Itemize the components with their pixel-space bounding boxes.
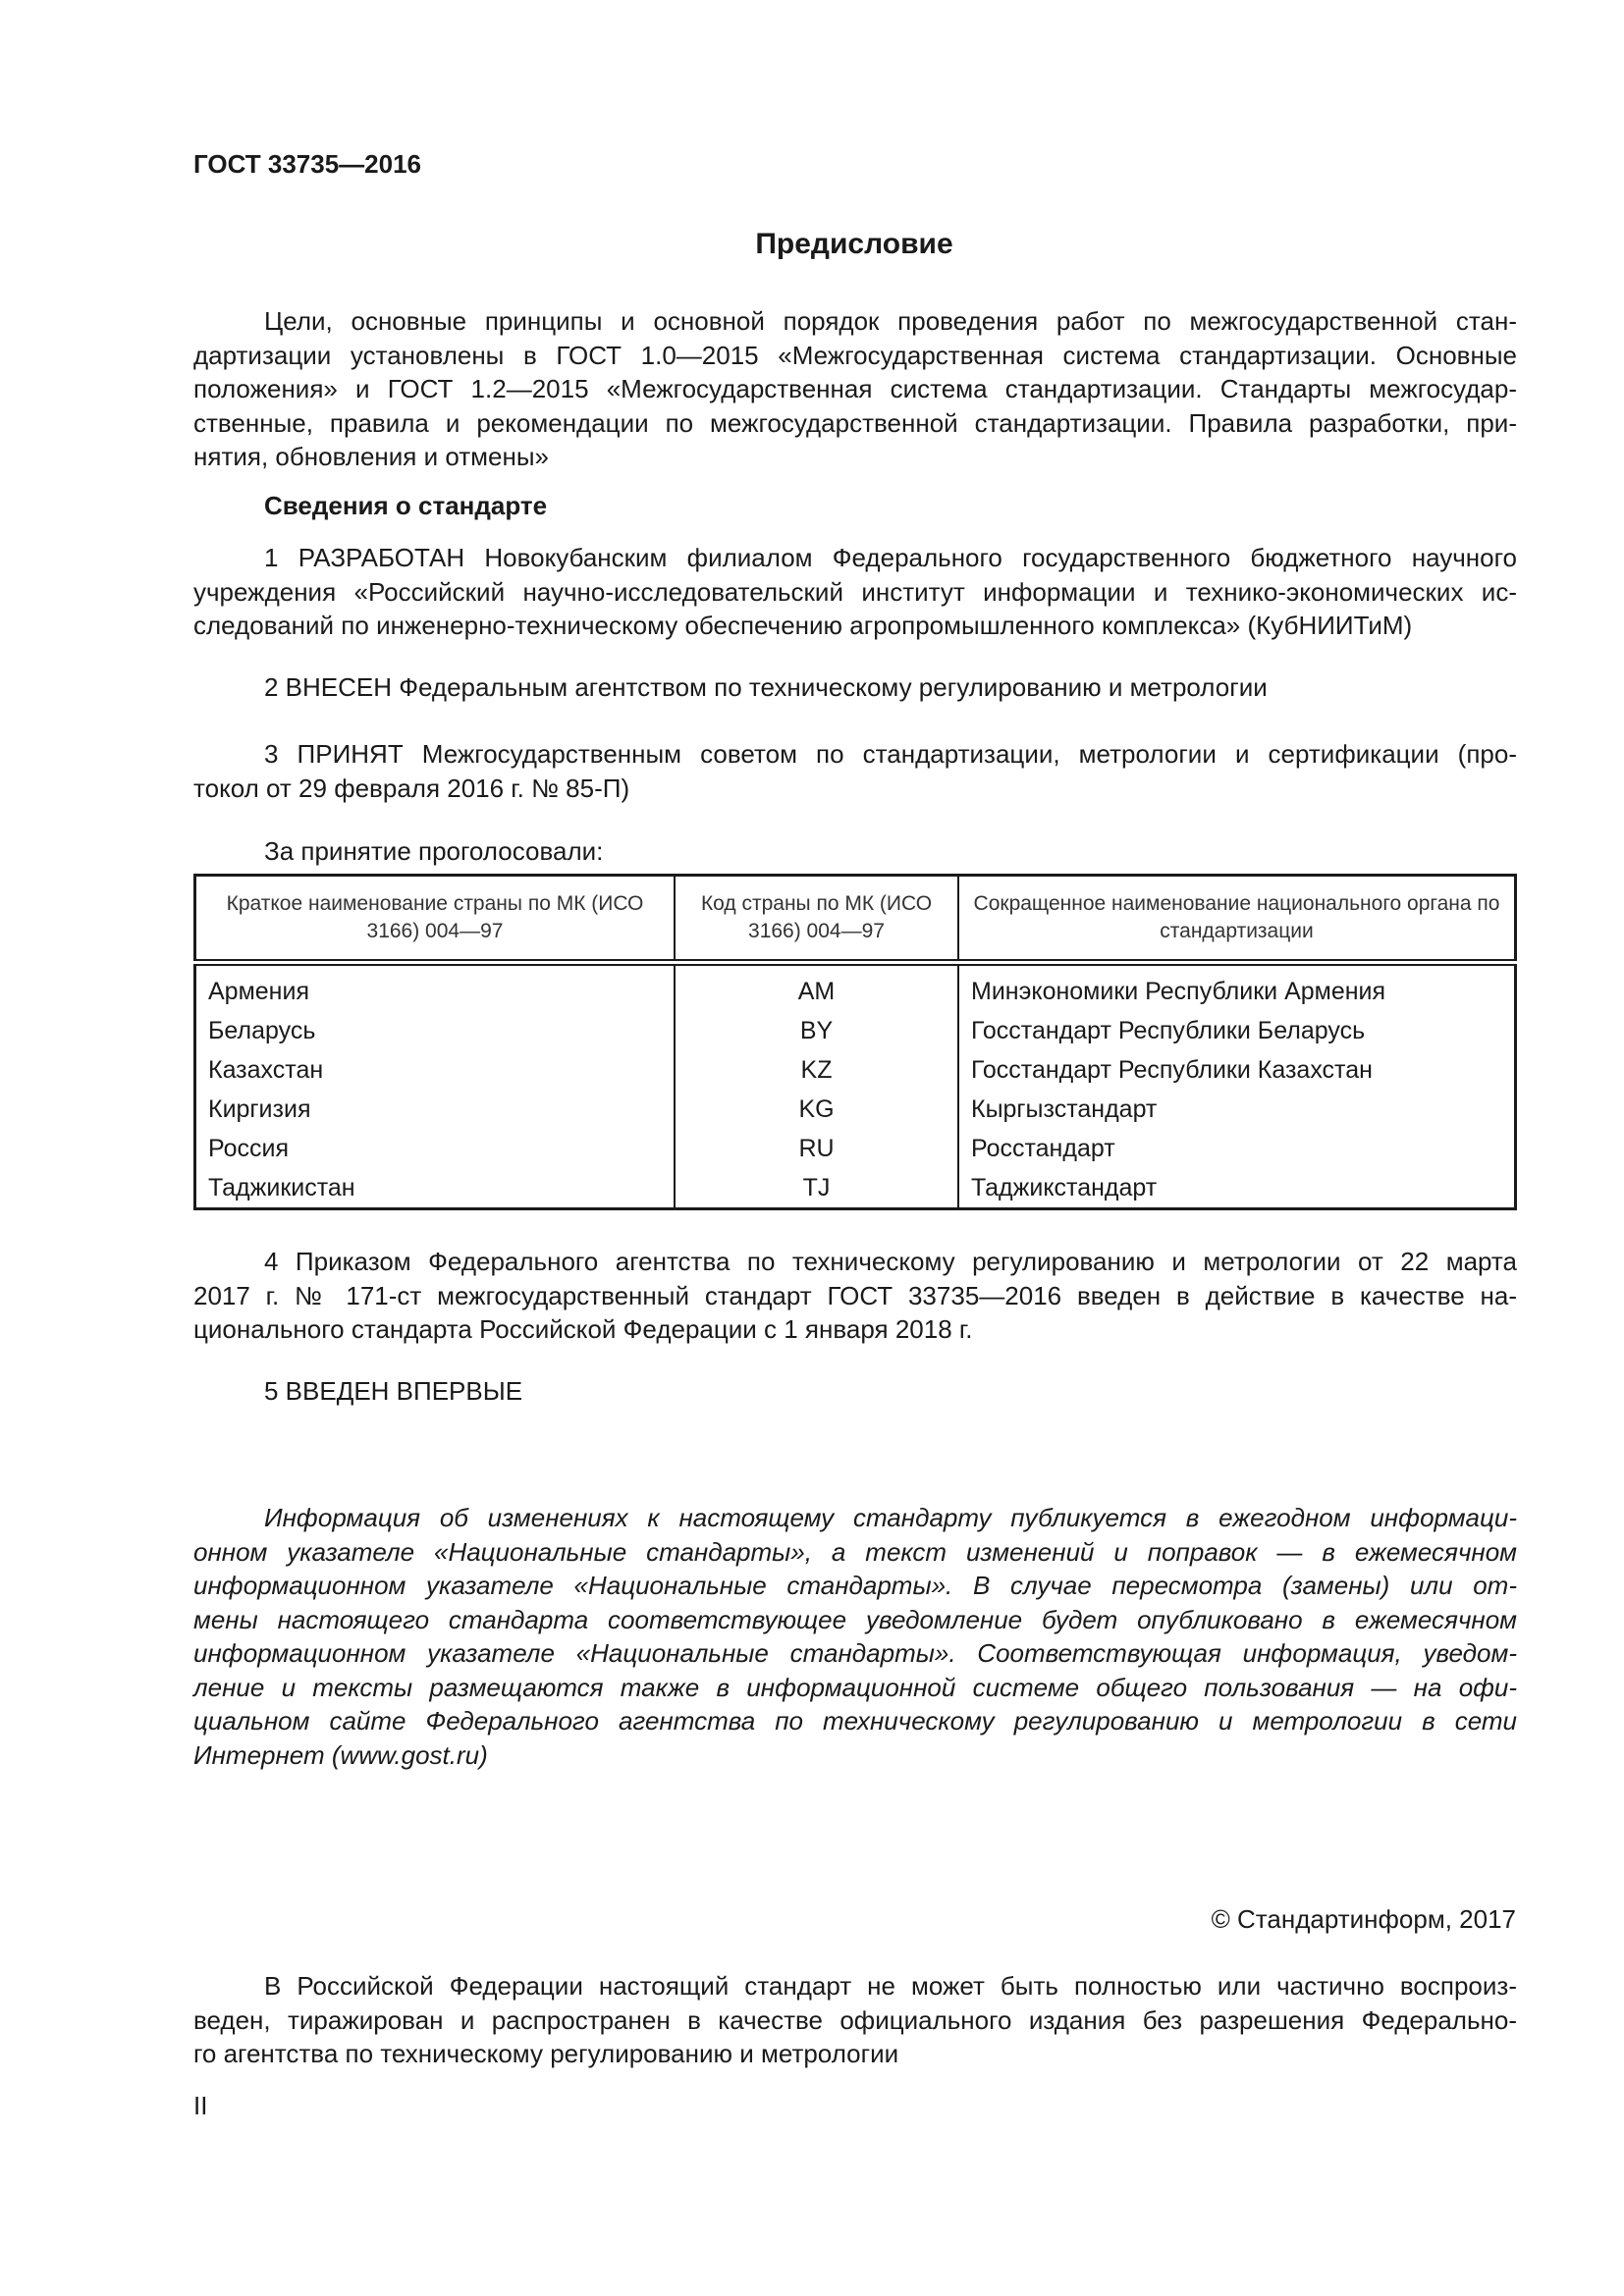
table-row (195, 1129, 1516, 1168)
text-line: онном указателе «Национальные стандарты», а текст изменений и поправок — в ежемесячном (193, 1536, 1517, 1567)
standards-body-cell: Госстандарт Республики Казахстан (958, 1050, 1516, 1090)
text-line: информационном указателе «Национальные стандарты». В случае пересмотра (замены) или от- (193, 1571, 1517, 1600)
text-line: 2 ВНЕСЕН Федеральным агентством по техническому регулированию и метрологии (264, 672, 1268, 702)
text-line: 1 РАЗРАБОТАН Новокубанским филиалом Федерального государственного бюджетного научного (264, 543, 1517, 572)
text-line: В Российской Федерации настоящий стандарт не может быть полностью или частично воспроиз- (264, 1971, 1517, 2001)
text-line: положения» и ГОСТ 1.2—2015 «Межгосударственная система стандартизации. Стандарты межгосудар- (193, 374, 1517, 403)
country-name-cell: Армения (195, 963, 676, 1012)
standards-body-cell: Кыргызстандарт (958, 1090, 1516, 1129)
section-heading: Сведения о стандарте (264, 491, 548, 520)
table-row (195, 963, 1516, 1012)
standards-body-cell: Росстандарт (958, 1129, 1516, 1168)
item-1-developed (193, 541, 1517, 643)
text-line: веден, тиражирован и распространен в качестве официального издания без разрешения Федерально- (193, 2004, 1517, 2035)
item-2-submitted (193, 670, 1517, 705)
standards-body-cell: Минэкономики Республики Армения (958, 963, 1516, 1012)
voting-table (193, 874, 1517, 1210)
text-line: токол от 29 февраля 2016 г. № 85-П) (193, 773, 630, 803)
country-name-cell: Россия (195, 1129, 676, 1168)
text-line: 3 ПРИНЯТ Межгосударственным советом по стандартизации, метрологии и сертификации (про- (264, 739, 1517, 769)
text-line: 4 Приказом Федерального агентства по техническому регулированию и метрологии от 22 марта (264, 1247, 1517, 1276)
document-header: ГОСТ 33735—2016 (193, 149, 421, 179)
standards-body-cell: Таджикстандарт (958, 1168, 1516, 1209)
text-line: Цели, основные принципы и основной порядок проведения работ по межгосударственной стан- (264, 306, 1517, 336)
page-title: Предисловие (755, 228, 953, 260)
column-header: Сокращенное наименование национального органа по стандартизации (958, 876, 1516, 963)
rights-paragraph (193, 1969, 1517, 2071)
vote-label (193, 834, 1517, 869)
changes-info-paragraph (193, 1501, 1517, 1772)
item-5-introduced (193, 1374, 1517, 1409)
page-number: II (193, 2091, 208, 2120)
country-code-cell: TJ (675, 1168, 958, 1209)
item-3-adopted (193, 737, 1517, 805)
copyright-notice: © Стандартинформ, 2017 (1211, 1904, 1516, 1934)
country-code-cell: BY (675, 1011, 958, 1050)
text-line: ционального стандарта Российской Федерации с 1 января 2018 г. (193, 1314, 973, 1344)
country-code-cell: RU (675, 1129, 958, 1168)
country-name-cell: Таджикистан (195, 1168, 676, 1209)
text-line: дартизации установлены в ГОСТ 1.0—2015 «Межгосударственная система стандартизации. Основные (193, 340, 1517, 370)
column-header: Код страны по МК (ИСО 3166) 004—97 (675, 876, 958, 963)
text-line: Информация об изменениях к настоящему стандарту публикуется в ежегодном информаци- (264, 1503, 1517, 1532)
text-line: мены настоящего стандарта соответствующее уведомление будет опубликовано в ежемесячном (193, 1604, 1517, 1634)
text-line: го агентства по техническому регулированию и метрологии (193, 2039, 899, 2068)
country-code-cell: AM (675, 963, 958, 1012)
country-name-cell: Казахстан (195, 1050, 676, 1090)
table-header-row (195, 876, 1516, 963)
country-code-cell: KG (675, 1090, 958, 1129)
text-line: ление и тексты размещаются также в информационной системе общего пользования — на офи- (193, 1672, 1517, 1702)
table-row (195, 1050, 1516, 1090)
text-line: Интернет (www.gost.ru) (193, 1739, 488, 1770)
text-line: 2017 г. № 171-ст межгосударственный стандарт ГОСТ 33735—2016 введен в действие в качестве на- (193, 1280, 1517, 1310)
table-row (195, 1168, 1516, 1209)
text-line: циальном сайте Федерального агентства по техническому регулированию и метрологии в сети (193, 1706, 1517, 1735)
country-name-cell: Киргизия (195, 1090, 676, 1129)
text-line: нятия, обновления и отмены» (193, 442, 549, 471)
column-header: Краткое наименование страны по МК (ИСО 3166) 004—97 (195, 876, 676, 963)
item-4-order (193, 1245, 1517, 1347)
text-line: учреждения «Российский научно-исследовательский институт информации и технико-экономических ис- (193, 576, 1517, 607)
table-row (195, 1090, 1516, 1129)
text-line: информационном указателе «Национальные стандарты». Соответствующая информация, уведом- (193, 1638, 1517, 1668)
text-line: ственные, правила и рекомендации по межгосударственной стандартизации. Правила разработки, при- (193, 407, 1517, 438)
text-line: 5 ВВЕДЕН ВПЕРВЫЕ (264, 1376, 523, 1406)
table-body (195, 963, 1516, 1209)
table-row (195, 1011, 1516, 1050)
standards-body-cell: Госстандарт Республики Беларусь (958, 1011, 1516, 1050)
intro-paragraph (193, 304, 1517, 474)
country-code-cell: KZ (675, 1050, 958, 1090)
text-line: следований по инженерно-техническому обеспечению агропромышленного комплекса» (КубНИИТиМ) (193, 611, 1413, 640)
text-line: За принятие проголосовали: (264, 836, 604, 866)
country-name-cell: Беларусь (195, 1011, 676, 1050)
